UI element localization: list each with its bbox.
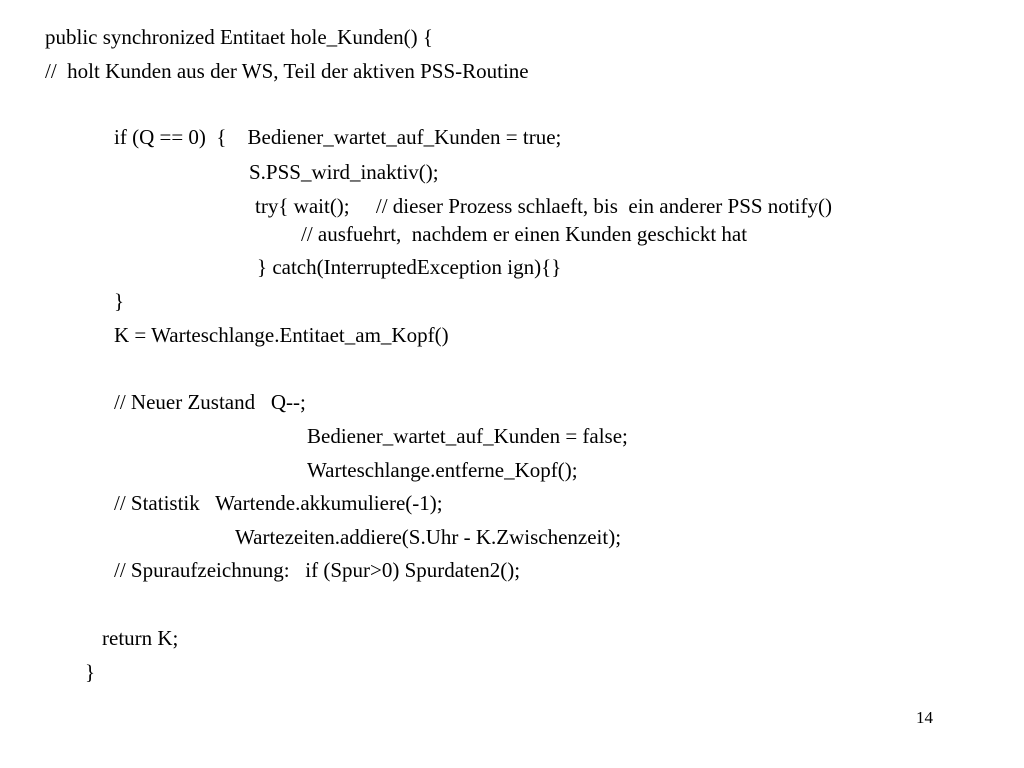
- code-line-comment-ausfuehrt: // ausfuehrt, nachdem er einen Kunden geschickt hat: [301, 222, 748, 246]
- page-number: 14: [916, 708, 933, 727]
- code-line-pss-wird-inaktiv: S.PSS_wird_inaktiv();: [249, 160, 439, 184]
- code-line-try-wait: try{ wait(); // dieser Prozess schlaeft, bis ein anderer PSS notify(): [255, 194, 832, 218]
- code-line-if-q-zero: if (Q == 0) { Bediener_wartet_auf_Kunden = true;: [114, 125, 562, 149]
- code-line-statistik: // Statistik Wartende.akkumuliere(-1);: [114, 491, 443, 515]
- code-line-method-signature: public synchronized Entitaet hole_Kunden() {: [45, 25, 433, 49]
- code-line-neuer-zustand: // Neuer Zustand Q--;: [114, 390, 306, 414]
- code-line-entferne-kopf: Warteschlange.entferne_Kopf();: [307, 458, 578, 482]
- code-line-close-if: }: [114, 289, 125, 313]
- code-line-close-method: }: [85, 660, 96, 684]
- code-line-comment-holt-kunden: // holt Kunden aus der WS, Teil der aktiven PSS-Routine: [45, 59, 529, 83]
- code-line-entitaet-am-kopf: K = Warteschlange.Entitaet_am_Kopf(): [114, 323, 449, 347]
- code-line-catch: } catch(InterruptedException ign){}: [257, 255, 562, 279]
- code-line-wartezeiten: Wartezeiten.addiere(S.Uhr - K.Zwischenzeit);: [235, 525, 622, 549]
- code-line-return: return K;: [102, 626, 179, 650]
- code-line-spuraufzeichnung: // Spuraufzeichnung: if (Spur>0) Spurdaten2();: [114, 558, 521, 582]
- code-line-bediener-false: Bediener_wartet_auf_Kunden = false;: [307, 424, 628, 448]
